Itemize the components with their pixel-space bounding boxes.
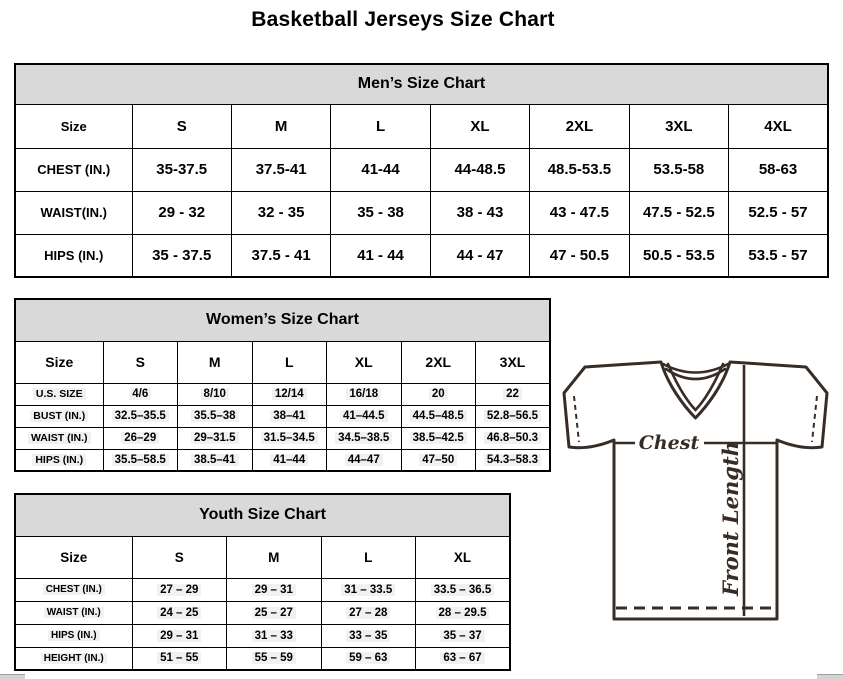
mens-waist-row — [15, 191, 828, 234]
row-label — [15, 427, 103, 449]
cell — [132, 647, 227, 670]
cell-text: 33.5 – 36.5 — [431, 584, 495, 596]
mens-table-title: Men’s Size Chart — [15, 64, 828, 104]
cell — [103, 405, 178, 427]
row-label-text: WAIST (IN.) — [44, 607, 104, 618]
mens-column-header: M — [231, 104, 330, 148]
mens-column-header: XL — [430, 104, 529, 148]
youth-waist-row — [15, 601, 510, 624]
cell: 37.5 - 41 — [231, 234, 330, 277]
cell: 53.5-58 — [629, 148, 728, 191]
row-label-text: HEIGHT (IN.) — [41, 653, 107, 664]
cell-text: 63 – 67 — [440, 652, 484, 664]
row-label-text: BUST (IN.) — [30, 410, 88, 422]
cell-text: 32.5–35.5 — [112, 410, 169, 422]
cell — [103, 449, 178, 471]
cell-text: 8/10 — [201, 388, 229, 400]
womens-column-header: XL — [327, 341, 402, 383]
cell — [416, 624, 511, 647]
womens-size-label: Size — [15, 341, 103, 383]
cell — [416, 601, 511, 624]
cell — [321, 601, 416, 624]
cell: 29 - 32 — [132, 191, 231, 234]
youth-size-header-row — [15, 536, 510, 578]
cell — [227, 624, 322, 647]
cell-text: 44.5–48.5 — [410, 410, 467, 422]
cell — [321, 624, 416, 647]
cell — [227, 601, 322, 624]
mens-column-header: 3XL — [629, 104, 728, 148]
youth-size-table — [14, 493, 511, 671]
cell — [401, 383, 476, 405]
cell: 47.5 - 52.5 — [629, 191, 728, 234]
cell: 47 - 50.5 — [530, 234, 629, 277]
youth-column-header: XL — [416, 536, 511, 578]
youth-chest-row — [15, 578, 510, 601]
cell-text: 29–31.5 — [191, 432, 239, 444]
cell-text: 38.5–41 — [191, 454, 239, 466]
cell: 58-63 — [729, 148, 828, 191]
cell: 38 - 43 — [430, 191, 529, 234]
cell-text: 52.8–56.5 — [484, 410, 541, 422]
cell-text: 24 – 25 — [157, 607, 201, 619]
cell-text: 31 – 33 — [252, 630, 296, 642]
mens-hips-row — [15, 234, 828, 277]
mens-column-header: S — [132, 104, 231, 148]
cell — [321, 578, 416, 601]
row-label — [15, 647, 132, 670]
cell — [327, 427, 402, 449]
cell — [103, 427, 178, 449]
scrollbar-fragment-right[interactable] — [817, 674, 843, 679]
womens-table-header-row — [15, 299, 550, 341]
cell — [252, 383, 327, 405]
row-label: WAIST(IN.) — [15, 191, 132, 234]
cell-text: 35 – 37 — [440, 630, 484, 642]
cell-text: 55 – 59 — [252, 652, 296, 664]
cell — [321, 647, 416, 670]
cell: 35 - 38 — [331, 191, 430, 234]
cell-text: 34.5–38.5 — [335, 432, 392, 444]
youth-column-header: S — [132, 536, 227, 578]
mens-column-header: 2XL — [530, 104, 629, 148]
cell — [178, 405, 253, 427]
cell: 41-44 — [331, 148, 430, 191]
collar-arc-outer — [663, 364, 728, 373]
cell — [227, 578, 322, 601]
cell — [252, 449, 327, 471]
chest-label: Chest — [638, 432, 700, 454]
mens-column-header: 4XL — [729, 104, 828, 148]
cell — [252, 427, 327, 449]
womens-size-table — [14, 298, 551, 472]
cell: 37.5-41 — [231, 148, 330, 191]
cell — [476, 449, 551, 471]
womens-column-header: M — [178, 341, 253, 383]
page-title: Basketball Jerseys Size Chart — [251, 8, 555, 31]
row-label — [15, 405, 103, 427]
row-label — [15, 601, 132, 624]
cell-text: 41–44 — [270, 454, 308, 466]
row-label-text: HIPS (IN.) — [48, 630, 100, 641]
cell-text: 59 – 63 — [346, 652, 390, 664]
scrollbar-fragment-left[interactable] — [0, 674, 25, 679]
youth-hips-row — [15, 624, 510, 647]
cell-text: 46.8–50.3 — [484, 432, 541, 444]
cell — [227, 647, 322, 670]
youth-column-header: L — [321, 536, 416, 578]
row-label: CHEST (IN.) — [15, 148, 132, 191]
cell — [252, 405, 327, 427]
cell — [327, 383, 402, 405]
cell-text: 27 – 29 — [157, 584, 201, 596]
row-label — [15, 624, 132, 647]
row-label-text: HIPS (IN.) — [32, 454, 86, 466]
cell-text: 4/6 — [129, 388, 151, 400]
cell-text: 20 — [429, 388, 448, 400]
cell — [401, 427, 476, 449]
row-label — [15, 578, 132, 601]
cell: 44 - 47 — [430, 234, 529, 277]
cell-text: 29 – 31 — [157, 630, 201, 642]
cell — [476, 383, 551, 405]
cell: 35 - 37.5 — [132, 234, 231, 277]
cell: 44-48.5 — [430, 148, 529, 191]
youth-table-header-row — [15, 494, 510, 536]
row-label — [15, 449, 103, 471]
womens-us-size-row — [15, 383, 550, 405]
cell — [401, 449, 476, 471]
cell-text: 47–50 — [419, 454, 457, 466]
mens-size-header-row — [15, 104, 828, 148]
cell-text: 22 — [503, 388, 522, 400]
cell-text: 33 – 35 — [346, 630, 390, 642]
mens-size-label: Size — [15, 104, 132, 148]
cell-text: 54.3–58.3 — [484, 454, 541, 466]
row-label-text: CHEST (IN.) — [43, 584, 105, 595]
womens-table-title: Women’s Size Chart — [15, 299, 550, 341]
cell-text: 31 – 33.5 — [341, 584, 395, 596]
cell — [132, 624, 227, 647]
cell: 43 - 47.5 — [530, 191, 629, 234]
womens-column-header: S — [103, 341, 178, 383]
row-label-text: U.S. SIZE — [33, 388, 86, 400]
cell: 53.5 - 57 — [729, 234, 828, 277]
cell — [327, 405, 402, 427]
cell — [327, 449, 402, 471]
cell-text: 35.5–58.5 — [112, 454, 169, 466]
cell: 52.5 - 57 — [729, 191, 828, 234]
cell — [178, 383, 253, 405]
cell-text: 27 – 28 — [346, 607, 390, 619]
youth-column-header: M — [227, 536, 322, 578]
cell: 41 - 44 — [331, 234, 430, 277]
cell — [178, 427, 253, 449]
womens-size-header-row — [15, 341, 550, 383]
cell — [103, 383, 178, 405]
cell-text: 51 – 55 — [157, 652, 201, 664]
womens-bust-row — [15, 405, 550, 427]
cell — [416, 578, 511, 601]
row-label-text: WAIST (IN.) — [28, 432, 91, 444]
cell — [416, 647, 511, 670]
cell-text: 26–29 — [121, 432, 159, 444]
row-label — [15, 383, 103, 405]
cell — [132, 601, 227, 624]
womens-column-header: 3XL — [476, 341, 551, 383]
cell: 32 - 35 — [231, 191, 330, 234]
womens-waist-row — [15, 427, 550, 449]
cell-text: 28 – 29.5 — [436, 607, 490, 619]
cell-text: 38.5–42.5 — [410, 432, 467, 444]
jersey-diagram — [558, 358, 838, 628]
cell-text: 12/14 — [272, 388, 307, 400]
youth-size-label: Size — [15, 536, 132, 578]
jersey-outline — [564, 362, 827, 619]
mens-chest-row — [15, 148, 828, 191]
cell-text: 16/18 — [346, 388, 381, 400]
cell-text: 38–41 — [270, 410, 308, 422]
cell — [476, 427, 551, 449]
cell — [178, 449, 253, 471]
womens-column-header: L — [252, 341, 327, 383]
mens-table-header-row — [15, 64, 828, 104]
cell-text: 25 – 27 — [252, 607, 296, 619]
cell-text: 44–47 — [345, 454, 383, 466]
cell: 35-37.5 — [132, 148, 231, 191]
cell-text: 29 – 31 — [252, 584, 296, 596]
cell: 48.5-53.5 — [530, 148, 629, 191]
womens-hips-row — [15, 449, 550, 471]
youth-table-title: Youth Size Chart — [15, 494, 510, 536]
cell-text: 41–44.5 — [340, 410, 388, 422]
womens-column-header: 2XL — [401, 341, 476, 383]
mens-column-header: L — [331, 104, 430, 148]
cell — [132, 578, 227, 601]
mens-size-table — [14, 63, 829, 278]
youth-height-row — [15, 647, 510, 670]
row-label: HIPS (IN.) — [15, 234, 132, 277]
cell-text: 31.5–34.5 — [261, 432, 318, 444]
cell-text: 35.5–38 — [191, 410, 239, 422]
front-length-label: Front Length — [718, 441, 743, 596]
cell — [476, 405, 551, 427]
cell: 50.5 - 53.5 — [629, 234, 728, 277]
cell — [401, 405, 476, 427]
